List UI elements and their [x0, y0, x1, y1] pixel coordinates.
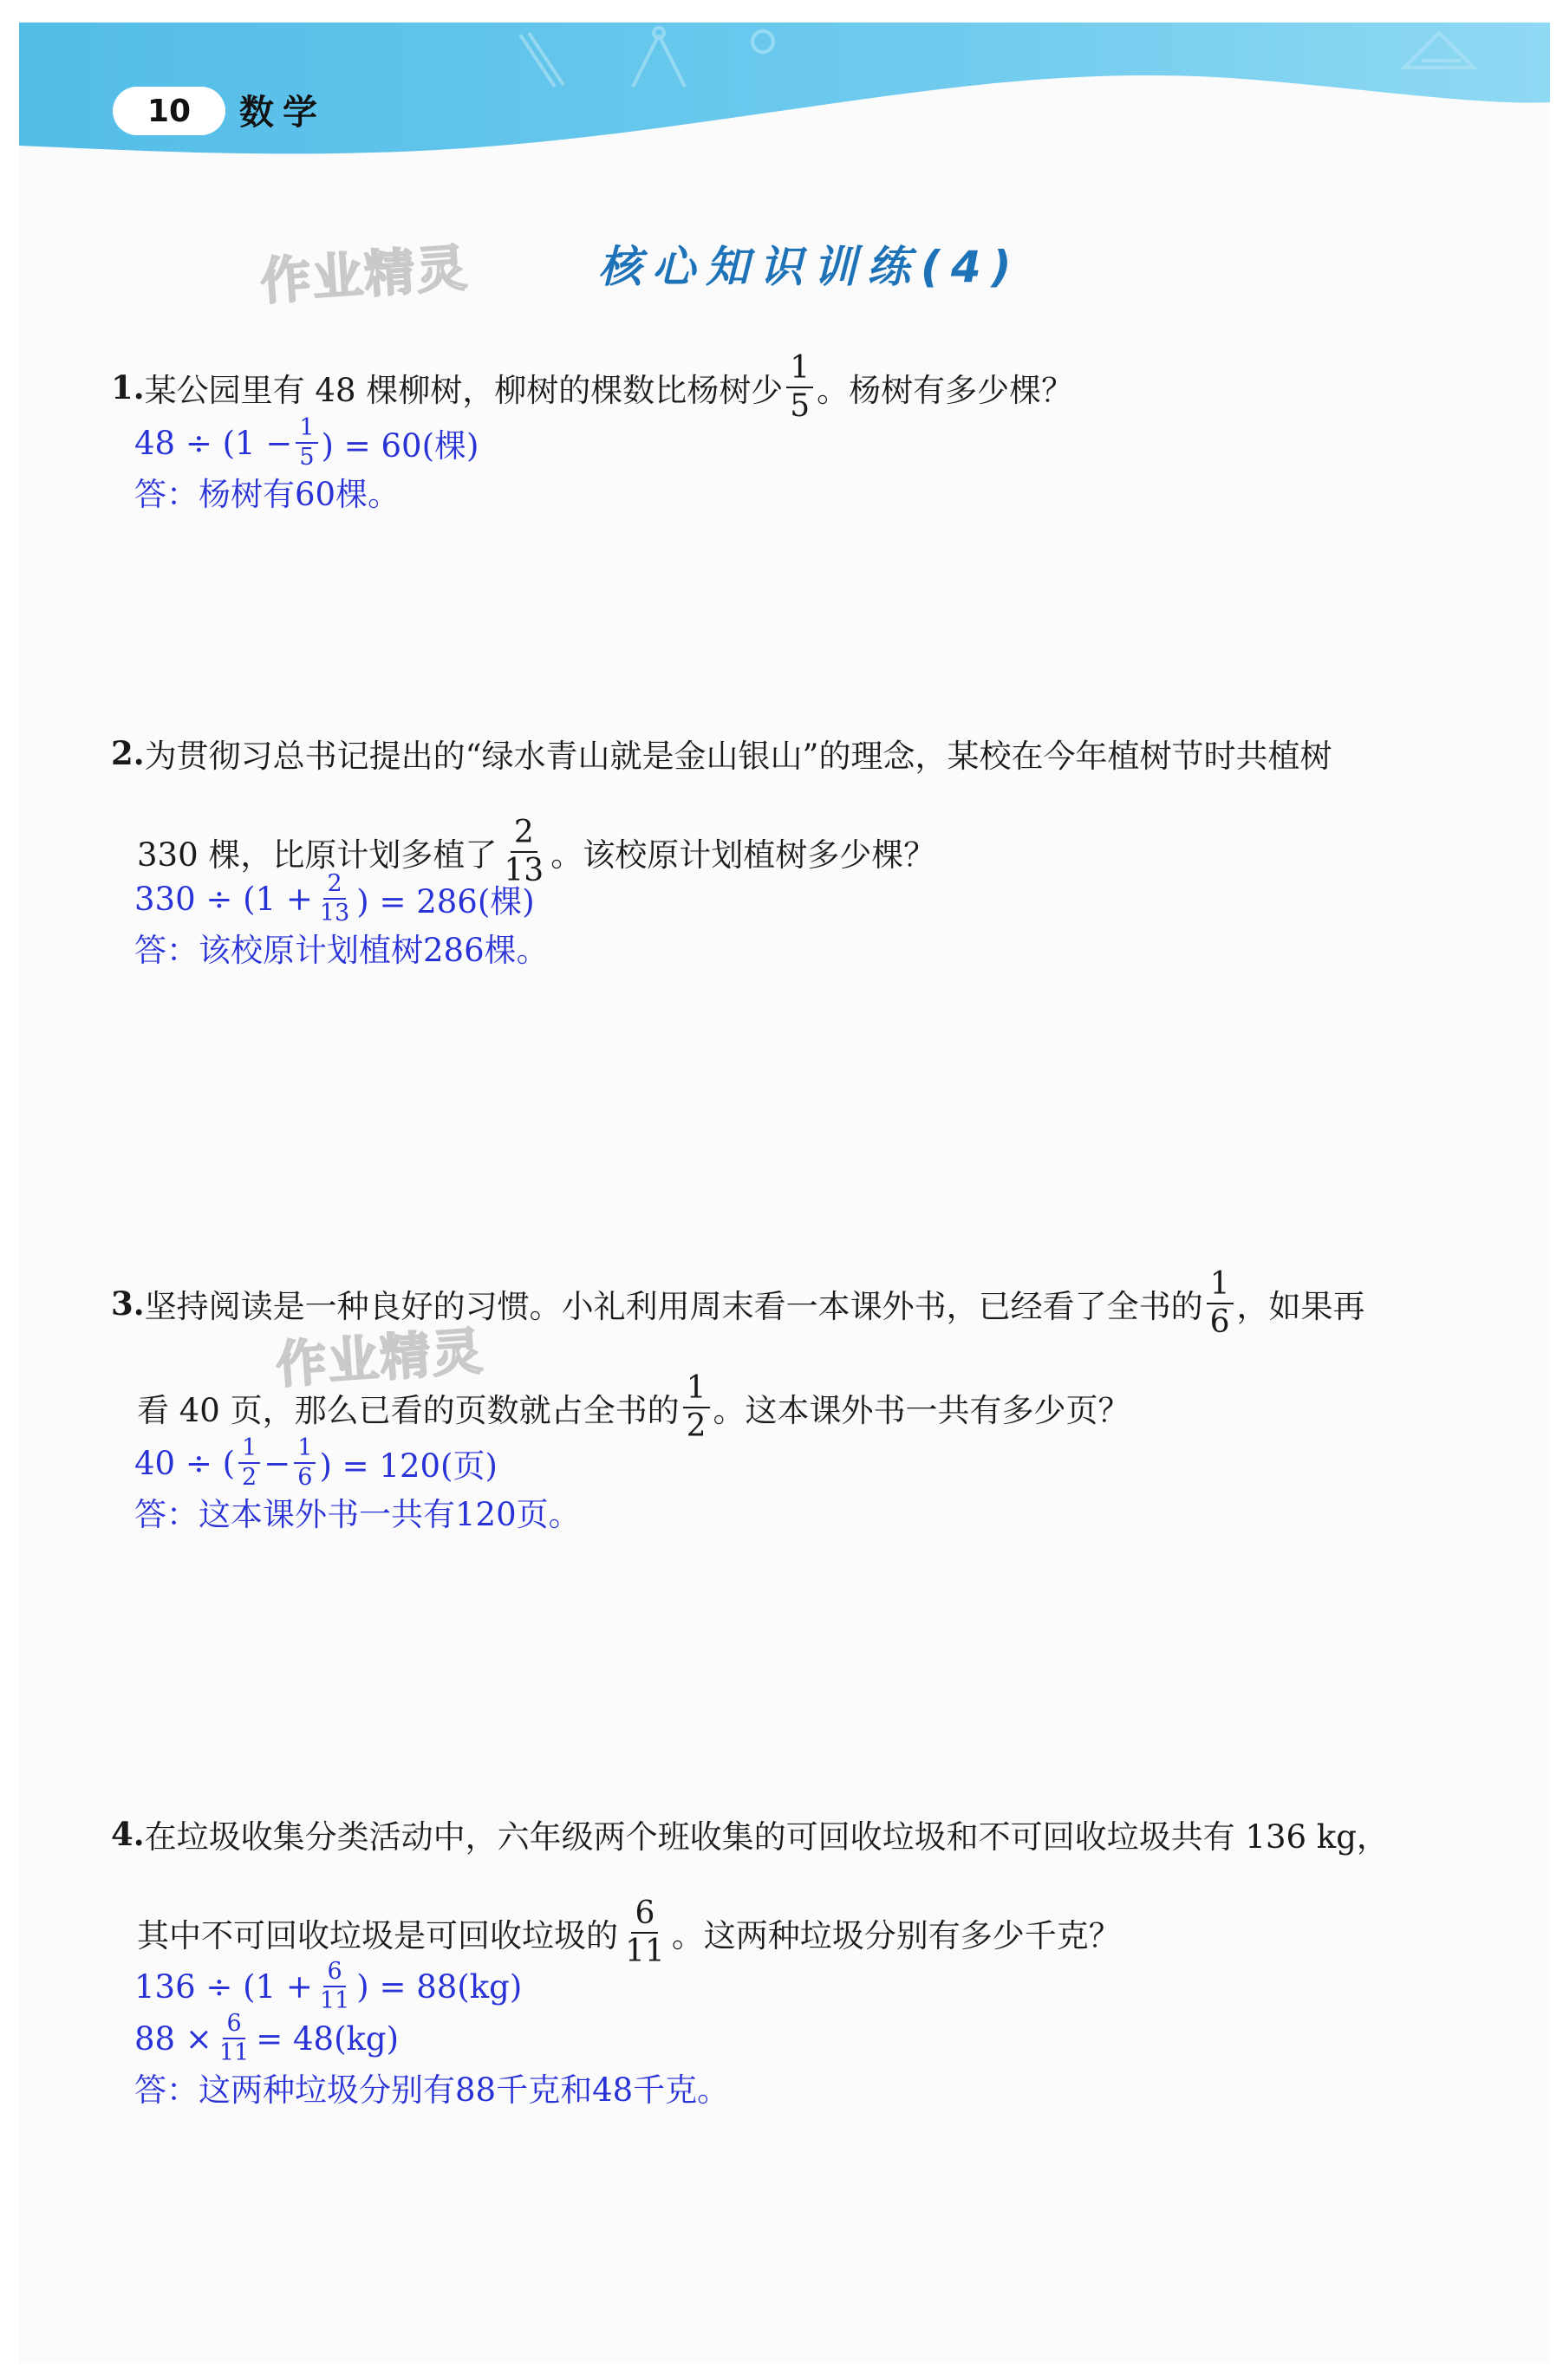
- text-run: 看 40 页，那么已看的页数就占全书的: [137, 1391, 680, 1429]
- question-1-line: [111, 352, 1073, 423]
- question-number: 2.: [111, 734, 145, 772]
- answer-2-line: [134, 872, 535, 927]
- fraction: [216, 2012, 252, 2066]
- question-number: 4.: [111, 1815, 145, 1853]
- fraction: [296, 416, 317, 471]
- question-3-line: [111, 1268, 1365, 1339]
- question-number: 1.: [111, 367, 145, 406]
- fraction-numerator: 6: [631, 1897, 658, 1934]
- fraction-numerator: 2: [511, 816, 537, 853]
- text-run: 48 ÷ (1 −: [134, 424, 293, 462]
- question-4-line: [111, 1811, 1389, 1857]
- fraction: [683, 1372, 710, 1443]
- question-2-line: [111, 730, 1332, 777]
- subject-label: 数学: [239, 93, 326, 133]
- text-run: ) = 120(页): [319, 1447, 498, 1486]
- text-run: 40 ÷ (: [134, 1444, 236, 1482]
- text-run: ) = 60(棵): [321, 427, 479, 465]
- text-run: 答：这本课外书一共有120页。: [134, 1496, 581, 1533]
- fraction-denominator: 5: [299, 444, 315, 471]
- fraction-denominator: 2: [686, 1408, 707, 1444]
- fraction: [1207, 1268, 1234, 1339]
- fraction-numerator: 1: [238, 1436, 260, 1464]
- text-run: 坚持阅读是一种良好的习惯。小礼利用周末看一本课外书，已经看了全书的: [144, 1287, 1203, 1325]
- section-title: 核心知识训练(4): [598, 242, 1022, 292]
- fraction-numerator: 1: [1207, 1268, 1234, 1304]
- text-run: ) = 88(kg): [356, 1967, 523, 2006]
- fraction-denominator: 6: [297, 1464, 313, 1492]
- page-header: [0, 0, 1563, 173]
- fraction: [786, 352, 813, 423]
- fraction-numerator: 2: [323, 872, 345, 900]
- fraction-numerator: 6: [323, 1960, 345, 1987]
- text-run: 在垃圾收集分类活动中，六年级两个班收集的可回收垃圾和不可回收垃圾共有 136 kg，: [144, 1818, 1389, 1856]
- fraction-numerator: 1: [296, 416, 317, 444]
- fraction-numerator: 1: [786, 352, 813, 388]
- fraction: [316, 1960, 353, 2014]
- answer-4-line: [134, 2012, 399, 2066]
- fraction-numerator: 1: [294, 1436, 316, 1464]
- fraction-denominator: 2: [242, 1464, 257, 1492]
- fraction-denominator: 6: [1209, 1304, 1230, 1340]
- text-run: 答：该校原计划植树286棵。: [134, 932, 549, 969]
- text-run: 为贯彻习总书记提出的“绿水青山就是金山银山”的理念，某校在今年植树节时共植树: [144, 738, 1332, 775]
- text-run: 。杨树有多少棵？: [817, 371, 1074, 409]
- question-number: 3.: [111, 1284, 145, 1323]
- text-run: −: [264, 1444, 291, 1482]
- text-run: 某公园里有 48 棵柳树，柳树的棵数比杨树少: [144, 371, 784, 409]
- header-band: [0, 0, 1563, 173]
- answer-4-line: [134, 2064, 729, 2110]
- answer-3-line: [134, 1436, 498, 1491]
- fraction: [622, 1897, 668, 1968]
- answer-2-line: [134, 924, 549, 971]
- text-run: 330 棵，比原计划多植了: [137, 836, 498, 874]
- page-number: 10: [113, 87, 225, 135]
- question-4-line: [137, 1897, 1121, 1968]
- text-run: 答：杨树有60棵。: [134, 476, 401, 513]
- fraction: [238, 1436, 260, 1491]
- answer-1-line: [134, 468, 400, 515]
- fraction-denominator: 13: [319, 900, 350, 927]
- fraction-denominator: 5: [790, 387, 811, 424]
- text-run: 136 ÷ (1 +: [134, 1967, 313, 2006]
- text-run: = 48(kg): [256, 2019, 400, 2058]
- answer-1-line: [134, 416, 479, 471]
- text-run: ) = 286(棵): [356, 883, 535, 921]
- text-run: 其中不可回收垃圾是可回收垃圾的: [137, 1916, 618, 1954]
- fraction-denominator: 11: [319, 1987, 350, 2015]
- text-run: 330 ÷ (1 +: [134, 880, 313, 918]
- fraction-numerator: 6: [223, 2012, 244, 2039]
- text-run: 答：这两种垃圾分别有88千克和48千克。: [134, 2071, 730, 2109]
- text-run: 。该校原计划植树多少棵？: [550, 836, 936, 874]
- fraction-denominator: 13: [504, 852, 544, 888]
- answer-3-line: [134, 1488, 581, 1535]
- fraction-denominator: 11: [218, 2039, 250, 2067]
- text-run: 。这本课外书一共有多少页？: [713, 1391, 1130, 1429]
- fraction: [294, 1436, 316, 1491]
- text-run: ，如果再: [1236, 1287, 1365, 1325]
- answer-4-line: [134, 1960, 522, 2014]
- text-run: 。这两种垃圾分别有多少千克？: [671, 1916, 1121, 1954]
- text-run: 88 ×: [134, 2019, 212, 2058]
- watermark-logo: 作业精灵: [274, 1321, 486, 1395]
- fraction-numerator: 1: [683, 1372, 710, 1408]
- watermark-logo: 作业精灵: [258, 237, 471, 312]
- question-3-line: [137, 1372, 1130, 1443]
- fraction: [316, 872, 353, 927]
- fraction-denominator: 11: [625, 1933, 665, 1969]
